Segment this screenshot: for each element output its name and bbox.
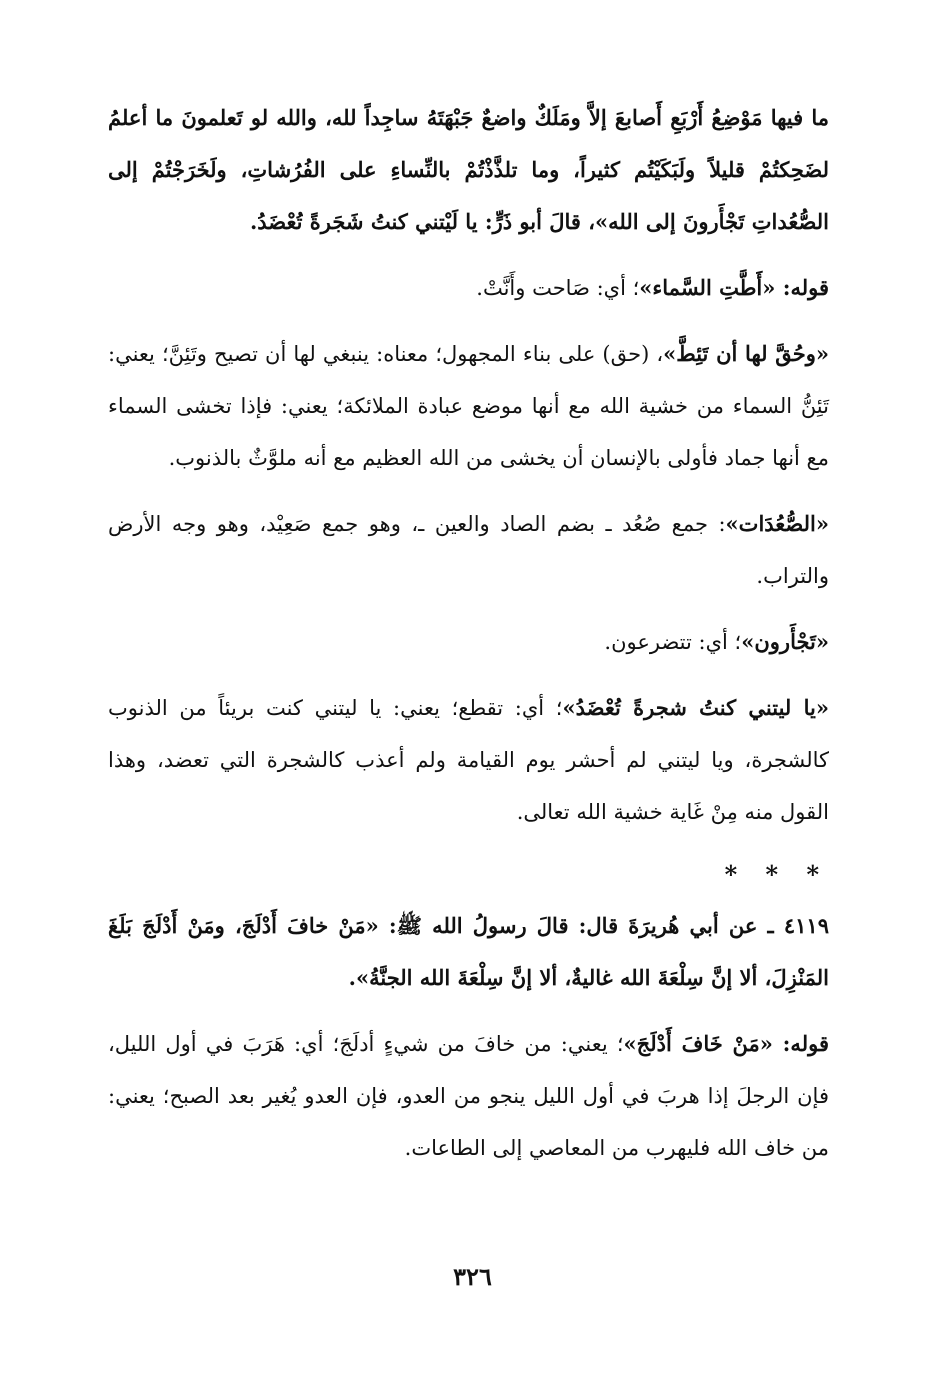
- quoted-phrase: قوله: «مَنْ خَافَ أَدْلَجَ»: [623, 1031, 829, 1056]
- paragraph-text: ؛ يعني: من خافَ من شيءٍ أدلَجَ؛ أي: هَرَبَ في أول الليل، فإن الرجلَ إذا هربَ في أول الليل ينجو من العدو، فإن العدو يُغير بعد الصبح؛ يعني: من خاف الله فليهرب من المعاصي إلى الطاعات.: [108, 1032, 829, 1160]
- quoted-phrase: «وحُقَّ لها أن تَئِطَّ»: [663, 341, 830, 366]
- paragraph-text: ؛ أي: صَاحت وأَنَّتْ.: [476, 276, 640, 300]
- commentary-paragraph: [108, 616, 829, 668]
- section-separator: * * *: [724, 860, 829, 889]
- hadith-paragraph: [108, 900, 829, 1004]
- quoted-phrase: «تَجْأَرون»: [741, 629, 829, 654]
- page-body: [108, 92, 829, 1174]
- quoted-phrase: قوله: «أَطَّتِ السَّماء»: [639, 275, 829, 300]
- hadith-text: ٤١١٩ ـ عن أبي هُريرَةَ قال: قالَ رسولُ الله ﷺ: «مَنْ خافَ أَدْلَجَ، ومَنْ أَدْلَجَ بَلَغَ المَنْزِلَ، ألا إنَّ سِلْعَةَ الله غاليةٌ، ألا إنَّ سِلْعَةَ الله الجنَّةُ».: [108, 913, 829, 990]
- paragraph-text: ؛ أي: تقطع؛ يعني: يا ليتني كنت بريئاً من الذنوب كالشجرة، ويا ليتني لم أحشر يوم القيامة ولم أعذب كالشجرة التي تعضد، وهذا القول منه مِنْ غَاية خشية الله تعالى.: [108, 696, 829, 824]
- commentary-paragraph: [108, 262, 829, 314]
- quoted-phrase: «الصُّعُدَات»: [725, 511, 829, 536]
- paragraph-text: ، (حق) على بناء المجهول؛ معناه: ينبغي لها أن تصيح وتَئِنَّ؛ يعني: تَئِنُّ السماء من خشية الله مع أنها موضع عبادة الملائكة؛ يعني: فإذا تخشى السماء مع أنها جماد فأولى بالإنسان أن يخشى من الله العظيم مع أنه ملوَّثٌ بالذنوب.: [108, 342, 829, 470]
- quoted-phrase: «يا ليتني كنتُ شجرةً تُعْضَدُ»: [562, 695, 829, 720]
- hadith-continuation-paragraph: [108, 92, 829, 248]
- commentary-paragraph: [108, 498, 829, 602]
- paragraph-text: ؛ أي: تتضرعون.: [604, 630, 742, 654]
- commentary-paragraph: [108, 328, 829, 484]
- page-number: ٣٢٦: [453, 1262, 492, 1291]
- commentary-paragraph: [108, 1018, 829, 1174]
- paragraph-text: : جمع صُعُد ـ بضم الصاد والعين ـ، وهو جمع صَعِيْد، وهو وجه الأرض والتراب.: [108, 512, 829, 588]
- paragraph-text: ما فيها مَوْضِعُ أَرْبَعِ أَصابعَ إلاَّ ومَلَكٌ واضعٌ جَبْهَتَهُ ساجِداً لله، والله لو تَعلمونَ ما أعلمُ لضَحِكتُمْ قليلاً ولَبَكَيْتُم كثيراً، وما تلذَّذْتُمْ بالنِّساءِ على الفُرُشاتِ، ولَخَرَجْتُمْ إلى الصُّعُداتِ تَجْأَرونَ إلى الله»، قالَ أبو ذَرٍّ: يا لَيْتني كنتُ شَجَرةً تُعْضَدُ.: [108, 105, 829, 234]
- commentary-paragraph: [108, 682, 829, 838]
